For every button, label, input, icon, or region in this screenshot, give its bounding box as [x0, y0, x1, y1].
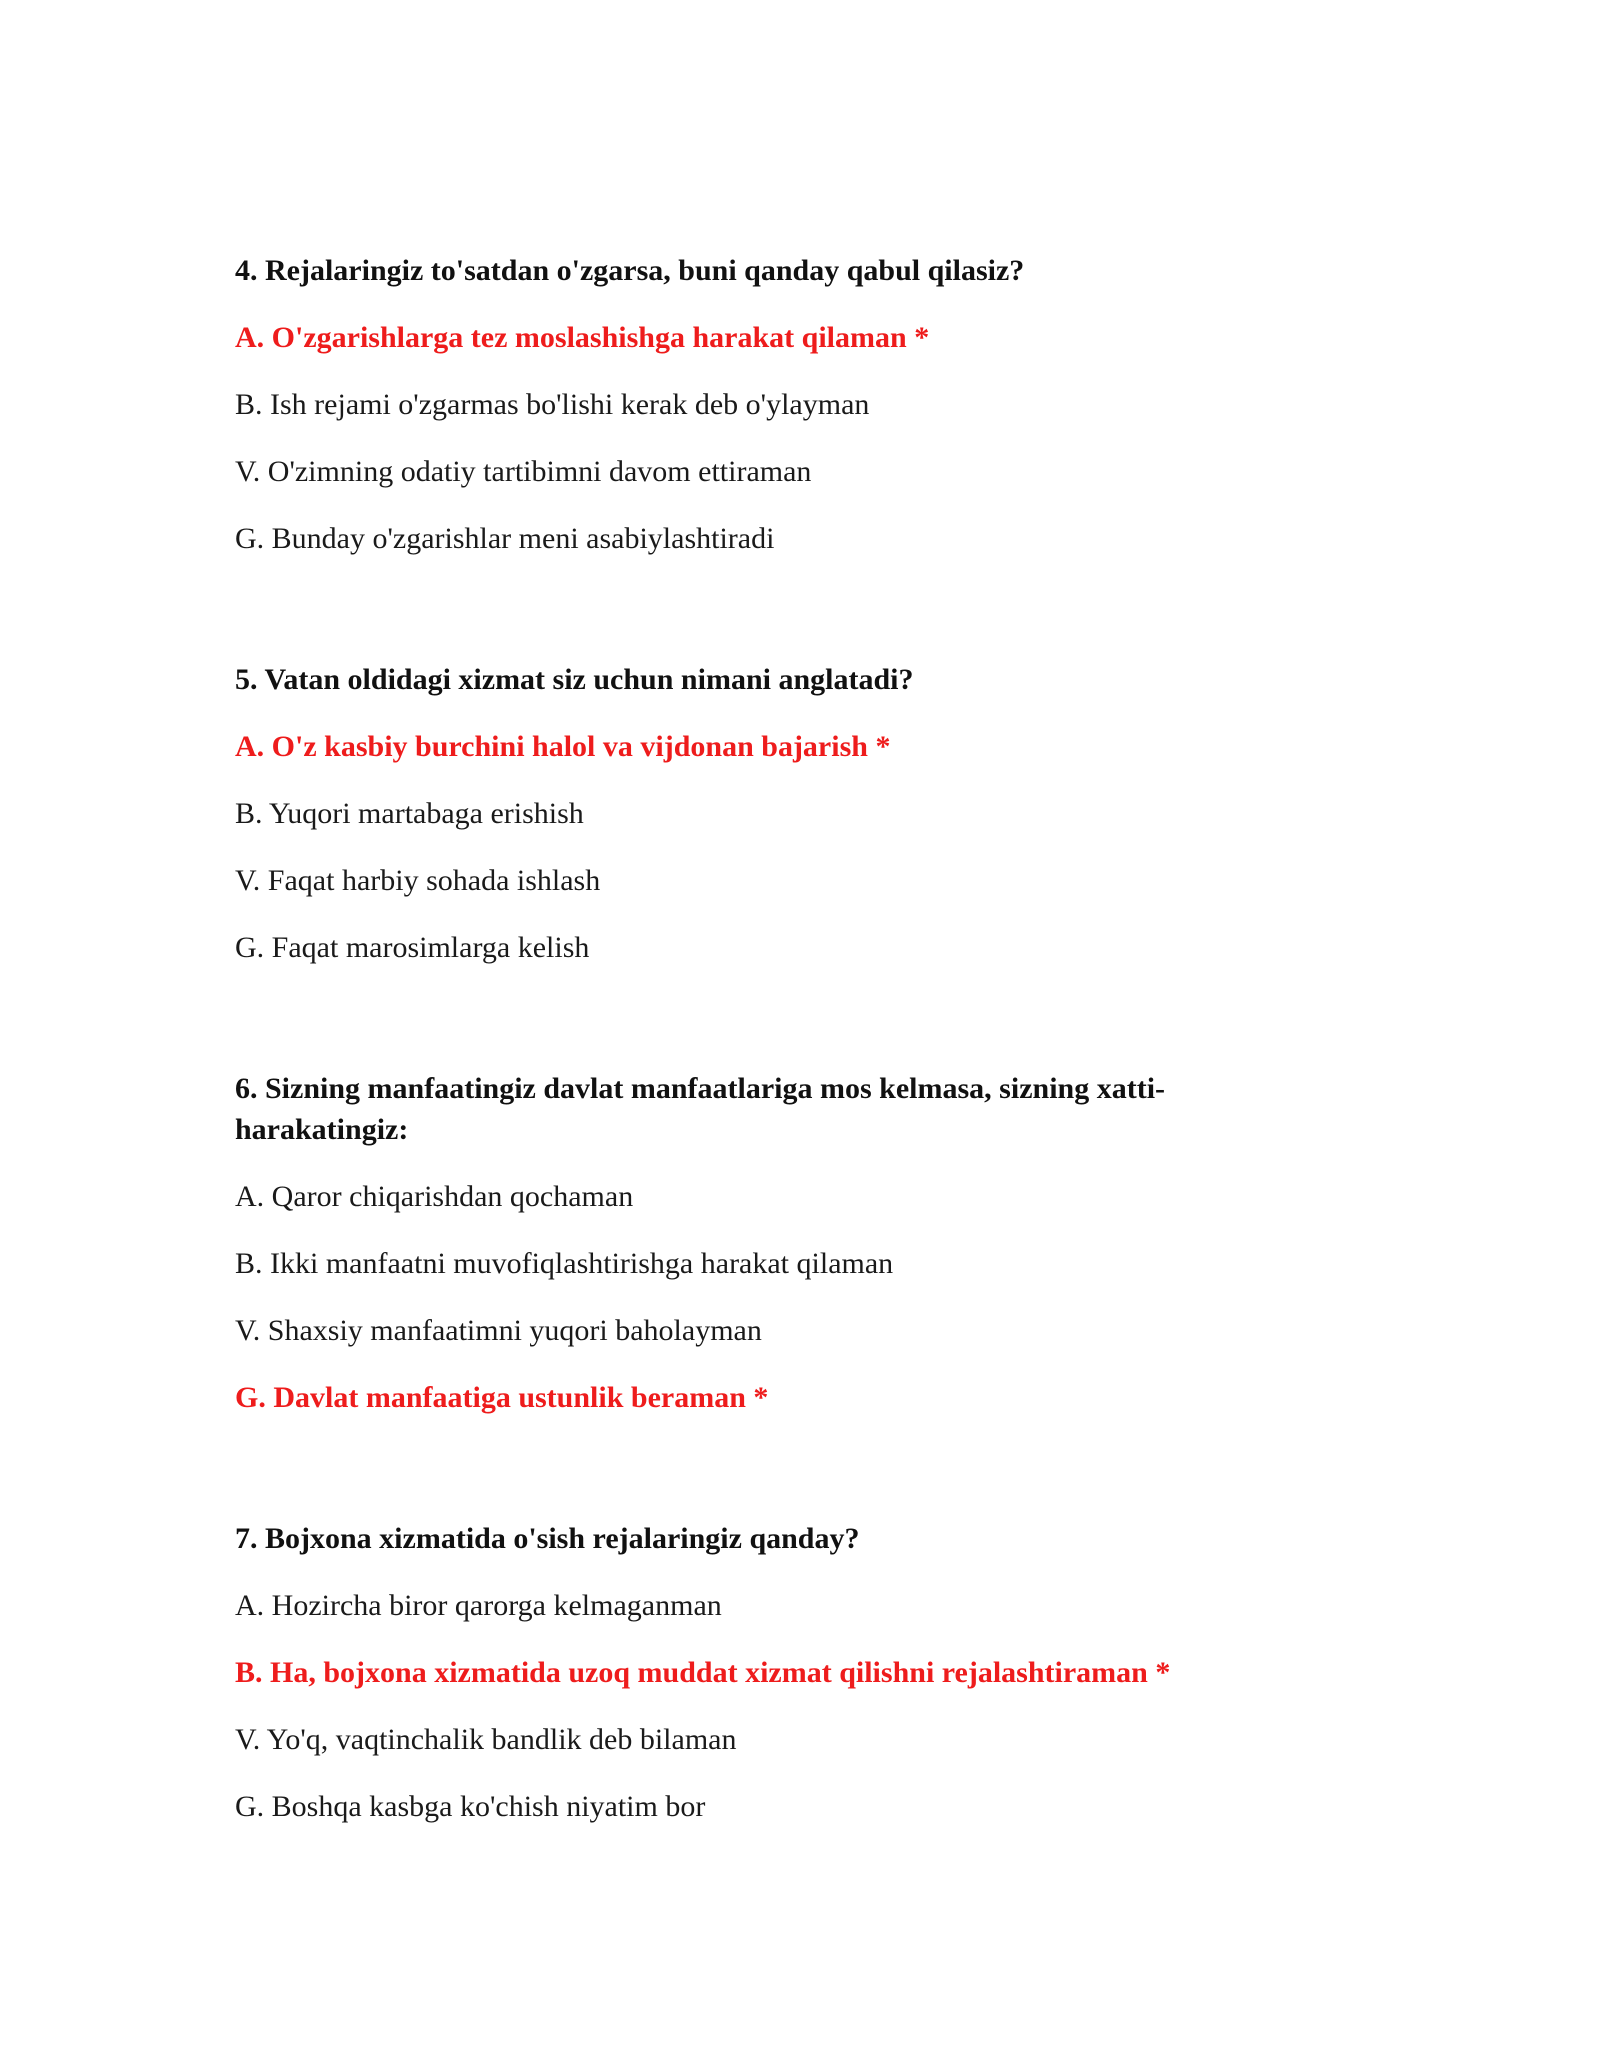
question-block-6 — [235, 1068, 1265, 1418]
answer-option: A. Qaror chiqarishdan qochaman — [235, 1180, 634, 1213]
answer-option: B. Yuqori martabaga erishish — [235, 797, 584, 830]
answer-option: G. Faqat marosimlarga kelish — [235, 931, 590, 964]
question-block-5 — [235, 659, 1265, 968]
answer-option-correct: A. O'zgarishlarga tez moslashishga harakat qilaman * — [235, 321, 930, 354]
answer-option: A. Hozircha biror qarorga kelmaganman — [235, 1589, 722, 1622]
question-title: 4. Rejalaringiz to'satdan o'zgarsa, buni qanday qabul qilasiz? — [235, 254, 1025, 287]
answer-option-correct: B. Ha, bojxona xizmatida uzoq muddat xizmat qilishni rejalashtiraman * — [235, 1656, 1171, 1689]
answer-option: G. Boshqa kasbga ko'chish niyatim bor — [235, 1790, 706, 1823]
question-block-7 — [235, 1518, 1265, 1827]
answer-option: B. Ish rejami o'zgarmas bo'lishi kerak deb o'ylayman — [235, 388, 870, 421]
question-list — [235, 250, 1265, 1827]
answer-option: B. Ikki manfaatni muvofiqlashtirishga harakat qilaman — [235, 1247, 894, 1280]
question-title: 7. Bojxona xizmatida o'sish rejalaringiz qanday? — [235, 1522, 860, 1555]
question-block-4 — [235, 250, 1265, 559]
answer-option: G. Bunday o'zgarishlar meni asabiylashtiradi — [235, 522, 775, 555]
answer-option: V. O'zimning odatiy tartibimni davom ettiraman — [235, 455, 812, 488]
answer-option-correct: A. O'z kasbiy burchini halol va vijdonan bajarish * — [235, 730, 891, 763]
answer-option-correct: G. Davlat manfaatiga ustunlik beraman * — [235, 1381, 769, 1414]
question-title: 6. Sizning manfaatingiz davlat manfaatlariga mos kelmasa, sizning xatti-harakatingiz: — [235, 1072, 1166, 1146]
question-title: 5. Vatan oldidagi xizmat siz uchun nimani anglatadi? — [235, 663, 914, 696]
answer-option: V. Faqat harbiy sohada ishlash — [235, 864, 601, 897]
answer-option: V. Yo'q, vaqtinchalik bandlik deb bilaman — [235, 1723, 737, 1756]
answer-option: V. Shaxsiy manfaatimni yuqori baholayman — [235, 1314, 762, 1347]
